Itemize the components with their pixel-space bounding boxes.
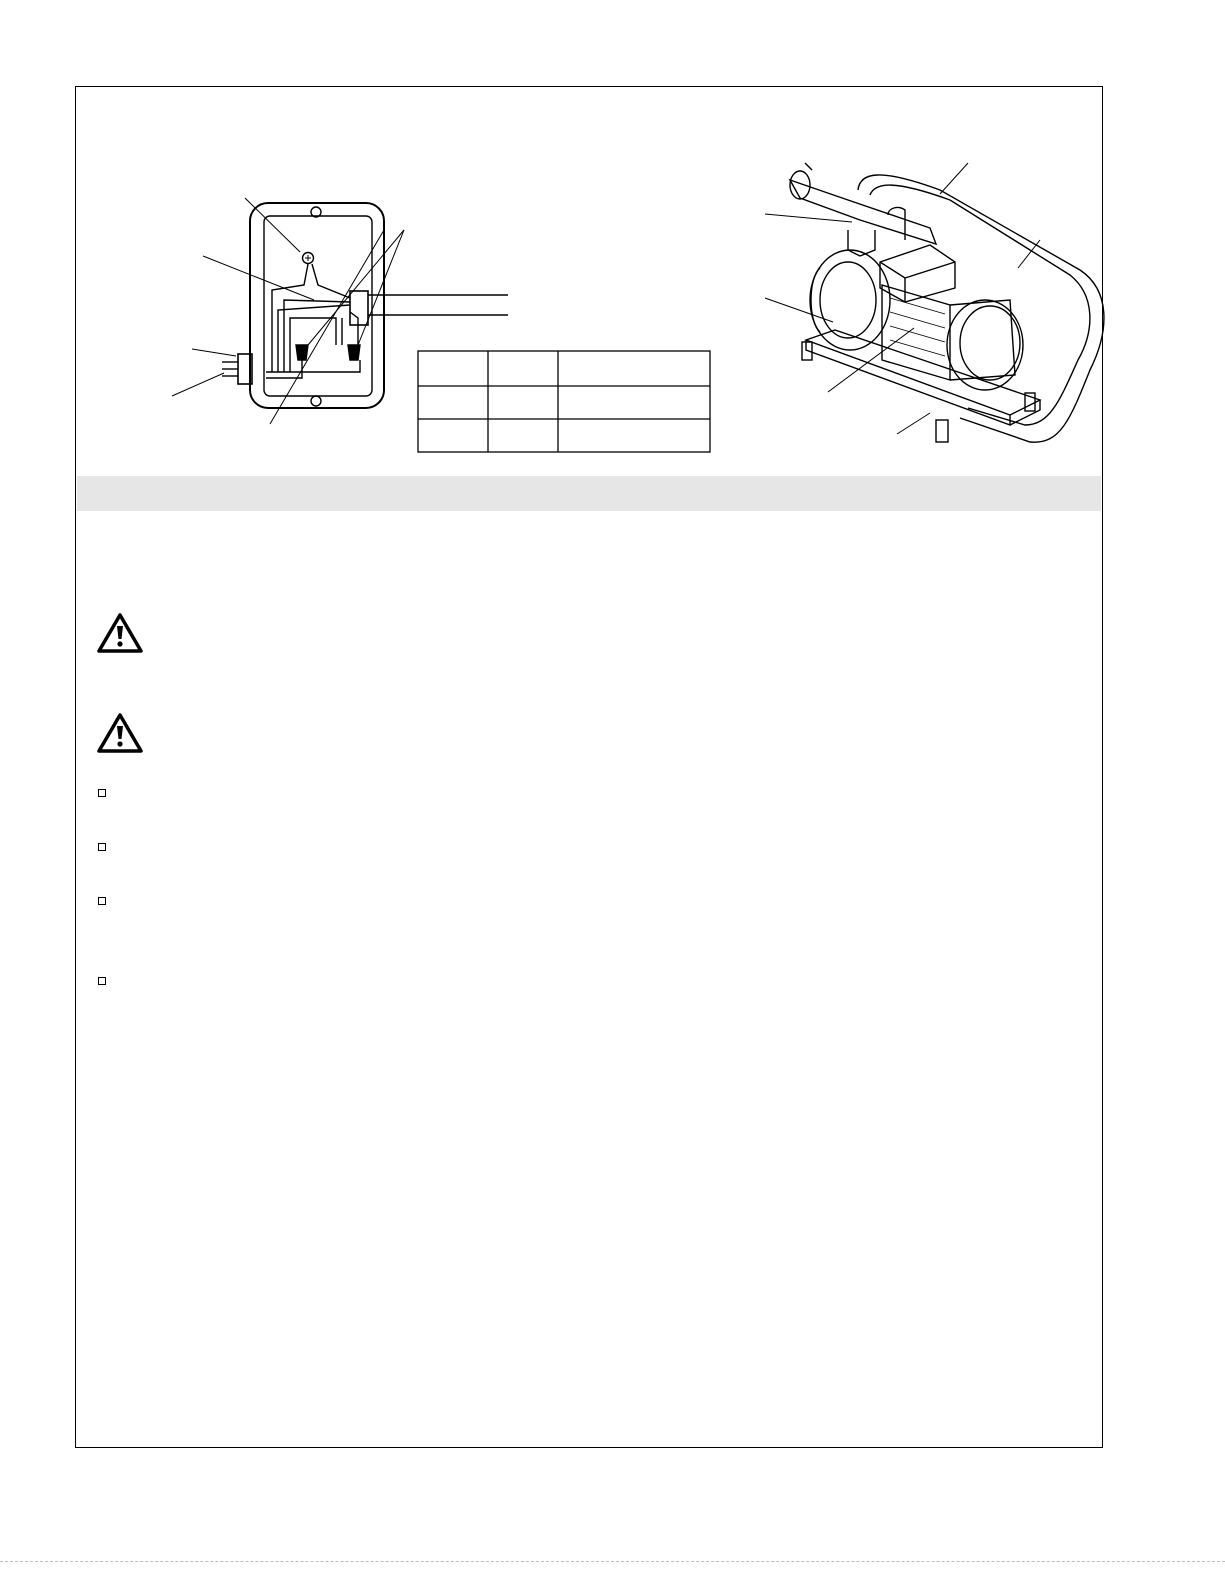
empty-checkbox-icon — [98, 843, 106, 851]
section-header-band — [77, 476, 1101, 511]
empty-checkbox-icon — [98, 897, 106, 905]
empty-checkbox-icon — [98, 977, 106, 985]
bottom-scan-edge — [0, 1561, 1225, 1562]
warning-triangle-icon — [96, 712, 144, 754]
warning-triangle-icon — [96, 612, 144, 654]
wiring-box-diagram — [0, 0, 720, 470]
empty-checkbox-icon — [98, 789, 106, 797]
